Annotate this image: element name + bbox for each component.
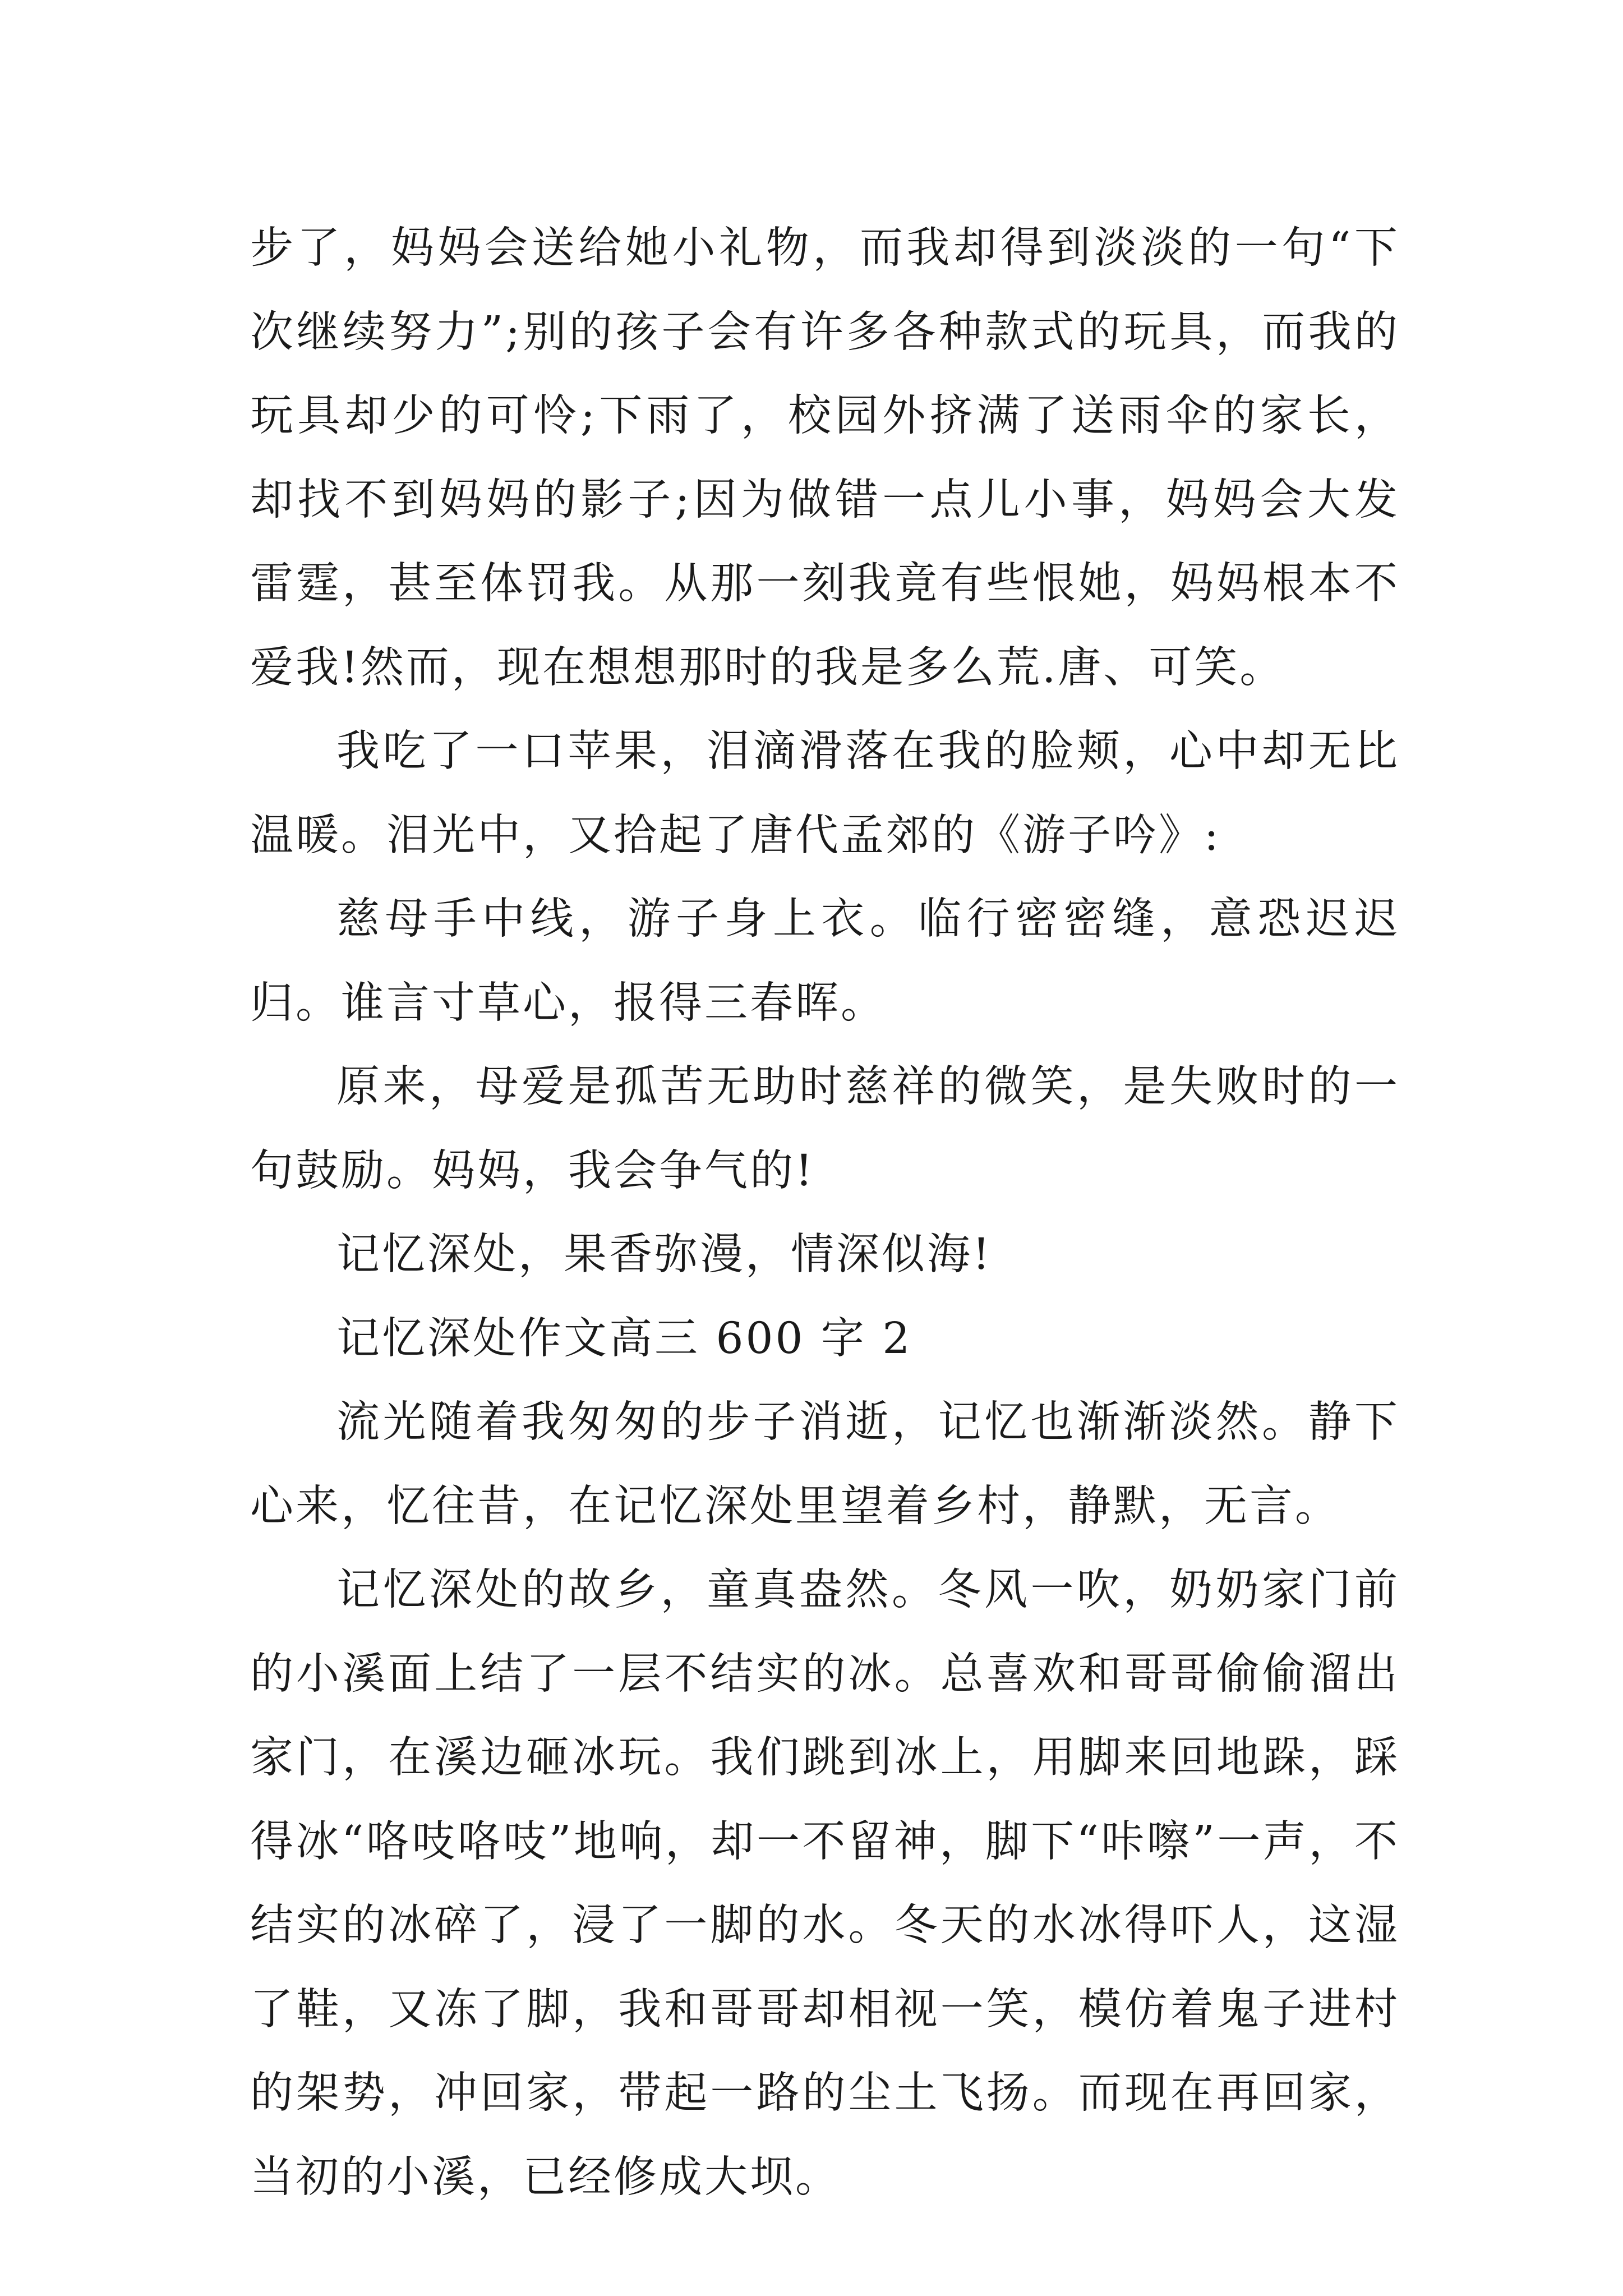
paragraph-hometown: 记忆深处的故乡，童真盎然。冬风一吹，奶奶家门前的小溪面上结了一层不结实的冰。总喜欢和哥哥偷偷溜出家门，在溪边砸冰玩。我们跳到冰上，用脚来回地跺，踩得冰“咯吱咯吱”地响，却一不留神，脚下“咔嚓”一声，不结实的冰碎了，浸了一脚的水。冬天的水冰得吓人，这湿了鞋，又冻了脚，我和哥哥却相视一笑，模仿着鬼子进村的架势，冲回家，带起一路的尘土飞扬。而现在再回家，当初的小溪，已经修成大坝。 [250,1565,1400,2202]
paragraph-apple: 我吃了一口苹果，泪滴滑落在我的脸颊，心中却无比温暖。泪光中，又拾起了唐代孟郊的《游子吟》: [250,726,1400,861]
poem-quote: 慈母手中线，游子身上衣。临行密密缝，意恐迟迟归。谁言寸草心，报得三春晖。 [250,894,1400,1028]
paragraph-intro: 流光随着我匆匆的步子消逝，记忆也渐渐淡然。静下心来，忆往昔，在记忆深处里望着乡村，静默，无言。 [250,1397,1400,1531]
essay-heading: 记忆深处作文高三 600 字 2 [336,1313,912,1364]
paragraph-mother-love: 原来，母爱是孤苦无助时慈祥的微笑，是失败时的一句鼓励。妈妈，我会争气的! [250,1062,1400,1196]
paragraph-continued: 步了，妈妈会送给她小礼物，而我却得到淡淡的一句“下次继续努力”;别的孩子会有许多各种款式的玩具，而我的玩具却少的可怜;下雨了，校园外挤满了送雨伞的家长，却找不到妈妈的影子;因为做错一点儿小事，妈妈会大发雷霆，甚至体罚我。从那一刻我竟有些恨她，妈妈根本不爱我!然而，现在想想那时的我是多么荒.唐、可笑。 [250,223,1400,693]
essay-body [250,206,1400,2219]
paragraph-conclusion: 记忆深处，果香弥漫，情深似海! [336,1230,992,1280]
